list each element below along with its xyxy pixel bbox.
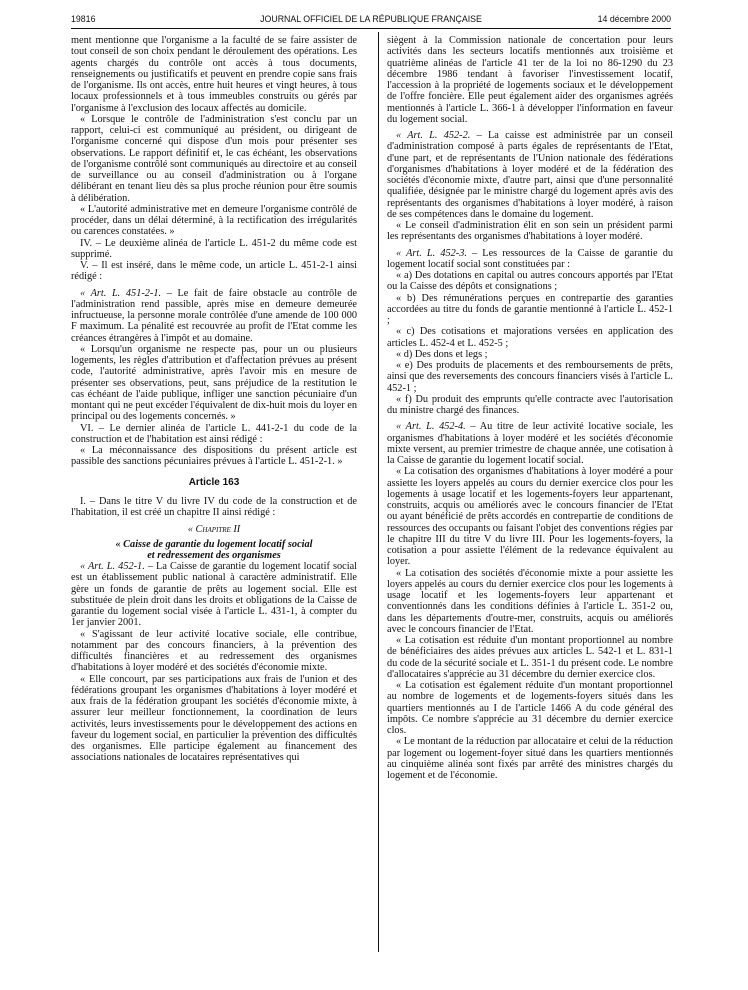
paragraph: siègent à la Commission nationale de concertation pour leurs activités dans les secteurs locatifs mentionnés aux troisième et quatrième alinéas de l'article 41 ter de la loi no 86-1290 du 23 décembre 1986 tendant à favoriser l'investissement locatif, l'accession à la propriété de logements sociaux et le développement de l'offre foncière. Elle peut également aider des organismes agréés mentionnés à l'article L. 366-1 à développer l'information en faveur du logement social.: [387, 35, 673, 125]
paragraph: « La cotisation des sociétés d'économie mixte a pour assiette les loyers appelés au cours du dernier exercice clos pour les logements à usage locatif et les logements-foyers leur appartenant et conventionnés dans les conditions définies à l'article L. 351-2 ou, dans les départements d'outre-mer, construits, acquis ou améliorés avec le concours financier de l'Etat.: [387, 567, 673, 635]
paragraph: IV. – Le deuxième alinéa de l'article L. 451-2 du même code est supprimé.: [71, 237, 357, 260]
paragraph: I. – Dans le titre V du livre IV du code de la construction et de l'habitation, il est créé un chapitre II ainsi rédigé :: [71, 495, 357, 518]
page-header: [71, 14, 671, 28]
paragraph: « S'agissant de leur activité locative sociale, elle contribue, notamment par des concours financiers, à la prévention des difficultés financières et au redressement des organismes d'habitations à loyer modéré et des sociétés d'économie mixte.: [71, 628, 357, 674]
article-reference: « Art. L. 451-2-1. –: [80, 287, 172, 299]
column-divider: [378, 32, 379, 952]
article-paragraph: [71, 561, 357, 629]
paragraph: VI. – Le dernier alinéa de l'article L. 441-2-1 du code de la construction et de l'habitation est ainsi rédigé :: [71, 422, 357, 445]
paragraph: ment mentionne que l'organisme a la faculté de se faire assister de tout conseil de son choix pendant le déroulement des opérations. Les agents chargés du contrôle ont accès à tous documents, renseignements ou justificatifs et peuvent en prendre copie sans frais de l'organisme. Ils ont accès, entre huit heures et vingt heures, à tous locaux professionnels et à tous immeubles construits ou gérés par l'organisme à l'exclusion des locaux affectés au domicile.: [71, 35, 357, 114]
chapter-title-line-2: et redressement des organismes: [147, 549, 281, 561]
article-reference: « Art. L. 452-1. –: [80, 561, 153, 572]
article-paragraph: [71, 288, 357, 344]
paragraph: « La cotisation est également réduite d'un montant proportionnel au nombre de logements et de logements-foyers situés dans les quartiers mentionnés au I de l'article 1466 A du code général des impôts. Ce nombre s'apprécie au 31 décembre du dernier exercice clos.: [387, 680, 673, 736]
article-paragraph: [387, 421, 673, 466]
paragraph: « La méconnaissance des dispositions du présent article est passible des sanctions pécuniaires prévues à l'article L. 451-2-1. »: [71, 445, 357, 468]
article-reference: « Art. L. 452-2. –: [396, 130, 482, 141]
paragraph: « Le conseil d'administration élit en son sein un président parmi les représentants des organismes d'habitations à loyer modéré.: [387, 220, 673, 243]
paragraph: « L'autorité administrative met en demeure l'organisme contrôlé de procéder, dans un délai déterminé, à la rectification des irrégularités ou carences constatées. »: [71, 203, 357, 238]
article-text: La Caisse de garantie du logement locatif social est un établissement public national à caractère administratif. Elle gère un fonds de garantie de prêts au logement social. Elle est substituée de plein droit dans les droits et obligations de la Caisse de garantie du logement social visée à l'article L. 431-1, à compter du 1er janvier 2001.: [71, 561, 357, 629]
paragraph: V. – Il est inséré, dans le même code, un article L. 451-2-1 ainsi rédigé :: [71, 260, 357, 283]
article-text: Les ressources de la Caisse de garantie du logement locatif social sont constituées par :: [387, 247, 673, 270]
chapter-title-line-1: « Caisse de garantie du logement locatif social: [115, 538, 313, 550]
list-item: « e) Des produits de placements et des remboursements de prêts, ainsi que des reversements des concours financiers visés à l'article L. 452-1 ;: [387, 360, 673, 394]
article-reference: « Art. L. 452-4. –: [396, 421, 476, 433]
article-paragraph: [387, 248, 673, 271]
paragraph: « Lorsqu'un organisme ne respecte pas, pour un ou plusieurs logements, les règles d'attribution et d'affectation prévues au présent code, l'autorité administrative, après l'avoir mis en mesure de présenter ses observations, peut, sans préjudice de la restitution le cas échéant de l'aide publique, infliger une sanction pécuniaire d'un montant qui ne peut excéder l'équivalent de dix-huit mois du loyer en principal ou des logements concernés. »: [71, 343, 357, 423]
left-column: [71, 35, 357, 764]
header-rule: [71, 28, 671, 29]
article-paragraph: [387, 130, 673, 220]
paragraph: « Lorsque le contrôle de l'administration s'est conclu par un rapport, celui-ci est communiqué au président, ou dirigeant de l'organisme concerné qui dispose d'un mois pour présenter ses observations. Le rapport définitif et, le cas échéant, les observations de l'organisme contrôlé sont communiqués au directoire et au conseil de surveillance ou au conseil d'administration ou à l'organe délibérant en tenant lieu dès sa plus proche réunion pour être soumis à délibération.: [71, 113, 357, 204]
right-column: [387, 35, 673, 781]
paragraph: « La cotisation est réduite d'un montant proportionnel au nombre de bénéficiaires des aides prévues aux articles L. 542-1 et L. 831-1 du code de la sécurité sociale et L. 351-1 du présent code. Le nombre d'allocataires s'apprécie au 31 décembre du dernier exercice clos.: [387, 635, 673, 680]
page-number: 19816: [71, 14, 96, 24]
journal-title: JOURNAL OFFICIEL DE LA RÉPUBLIQUE FRANÇAISE: [260, 14, 482, 24]
article-text: Au titre de leur activité locative sociale, les organismes d'habitations à loyer modéré et les sociétés d'économie mixte versent, au premier trimestre de chaque année, une cotisation à la Caisse de garantie du logement locatif social.: [387, 421, 673, 466]
article-heading: Article 163: [188, 476, 240, 488]
issue-date: 14 décembre 2000: [597, 14, 671, 24]
paragraph: « Elle concourt, par ses participations aux frais de l'union et des fédérations groupant les organismes d'habitations à loyer modéré et aux frais de la fédération groupant les sociétés d'économie mixte, à assurer leur meilleur fonctionnement, la coordination de leurs activités, leurs investissements pour le développement des actions en faveur du logement social, en particulier la prévention des difficultés des organismes. Elle participe également au financement des associations nationales de locataires représentatives qui: [71, 673, 357, 764]
article-reference: « Art. L. 452-3. –: [396, 247, 478, 259]
list-item: « d) Des dons et legs ;: [396, 348, 488, 360]
list-item: « a) Des dotations en capital ou autres concours apportés par l'Etat ou la Caisse des dépôts et consignations ;: [387, 270, 673, 293]
paragraph: « Le montant de la réduction par allocataire et celui de la réduction par logement ou logement-foyer situé dans les quartiers mentionnés au cinquième alinéa sont fixés par arrêté des ministres chargés du logement et de l'économie.: [387, 736, 673, 781]
list-item: « f) Du produit des emprunts qu'elle contracte avec l'autorisation du ministre chargé des finances.: [387, 393, 673, 416]
article-text: Le fait de faire obstacle au contrôle de l'administration rend passible, après mise en demeure demeurée infructueuse, la personne morale contrôlée d'une amende de 100 000 F maximum. La pénalité est recouvrée au profit de l'Etat comme les créances étrangères à l'impôt et au domaine.: [71, 287, 357, 344]
paragraph: « La cotisation des organismes d'habitations à loyer modéré a pour assiette les loyers appelés au cours du dernier exercice clos pour les logements à usage locatif et les logements-foyers leur appartenant, construits, acquis ou améliorés avec le concours financier de l'Etat ou ayant bénéficié de prêts accordés en contrepartie de conditions de ressources des occupants ou faisant l'objet des conventions régies par le chapitre III du titre V du livre III. Pour les logements-foyers, la cotisation a pour assiette l'élément de la redevance équivalent au loyer.: [387, 466, 673, 568]
list-item: « b) Des rémunérations perçues en contrepartie des garanties accordées au titre du fonds de garantie mentionné à l'article L. 452-1 ;: [387, 292, 673, 326]
chapter-label: « Chapitre II: [187, 524, 241, 536]
list-item: « c) Des cotisations et majorations versées en application des articles L. 452-4 et L. 452-5 ;: [387, 326, 673, 349]
article-text: La caisse est administrée par un conseil d'administration composé à parts égales de représentants de l'Etat, d'une part, et de représentants de l'Union nationale des fédérations d'organismes d'habitations à loyer modéré et de la fédération des sociétés d'économie mixte, d'autre part, ainsi que d'une personnalité qualifiée, désignée par le ministre chargé du logement après avis des représentants des organismes d'habitations à loyer modéré, à raison de ses compétences dans le domaine du logement.: [387, 130, 673, 220]
